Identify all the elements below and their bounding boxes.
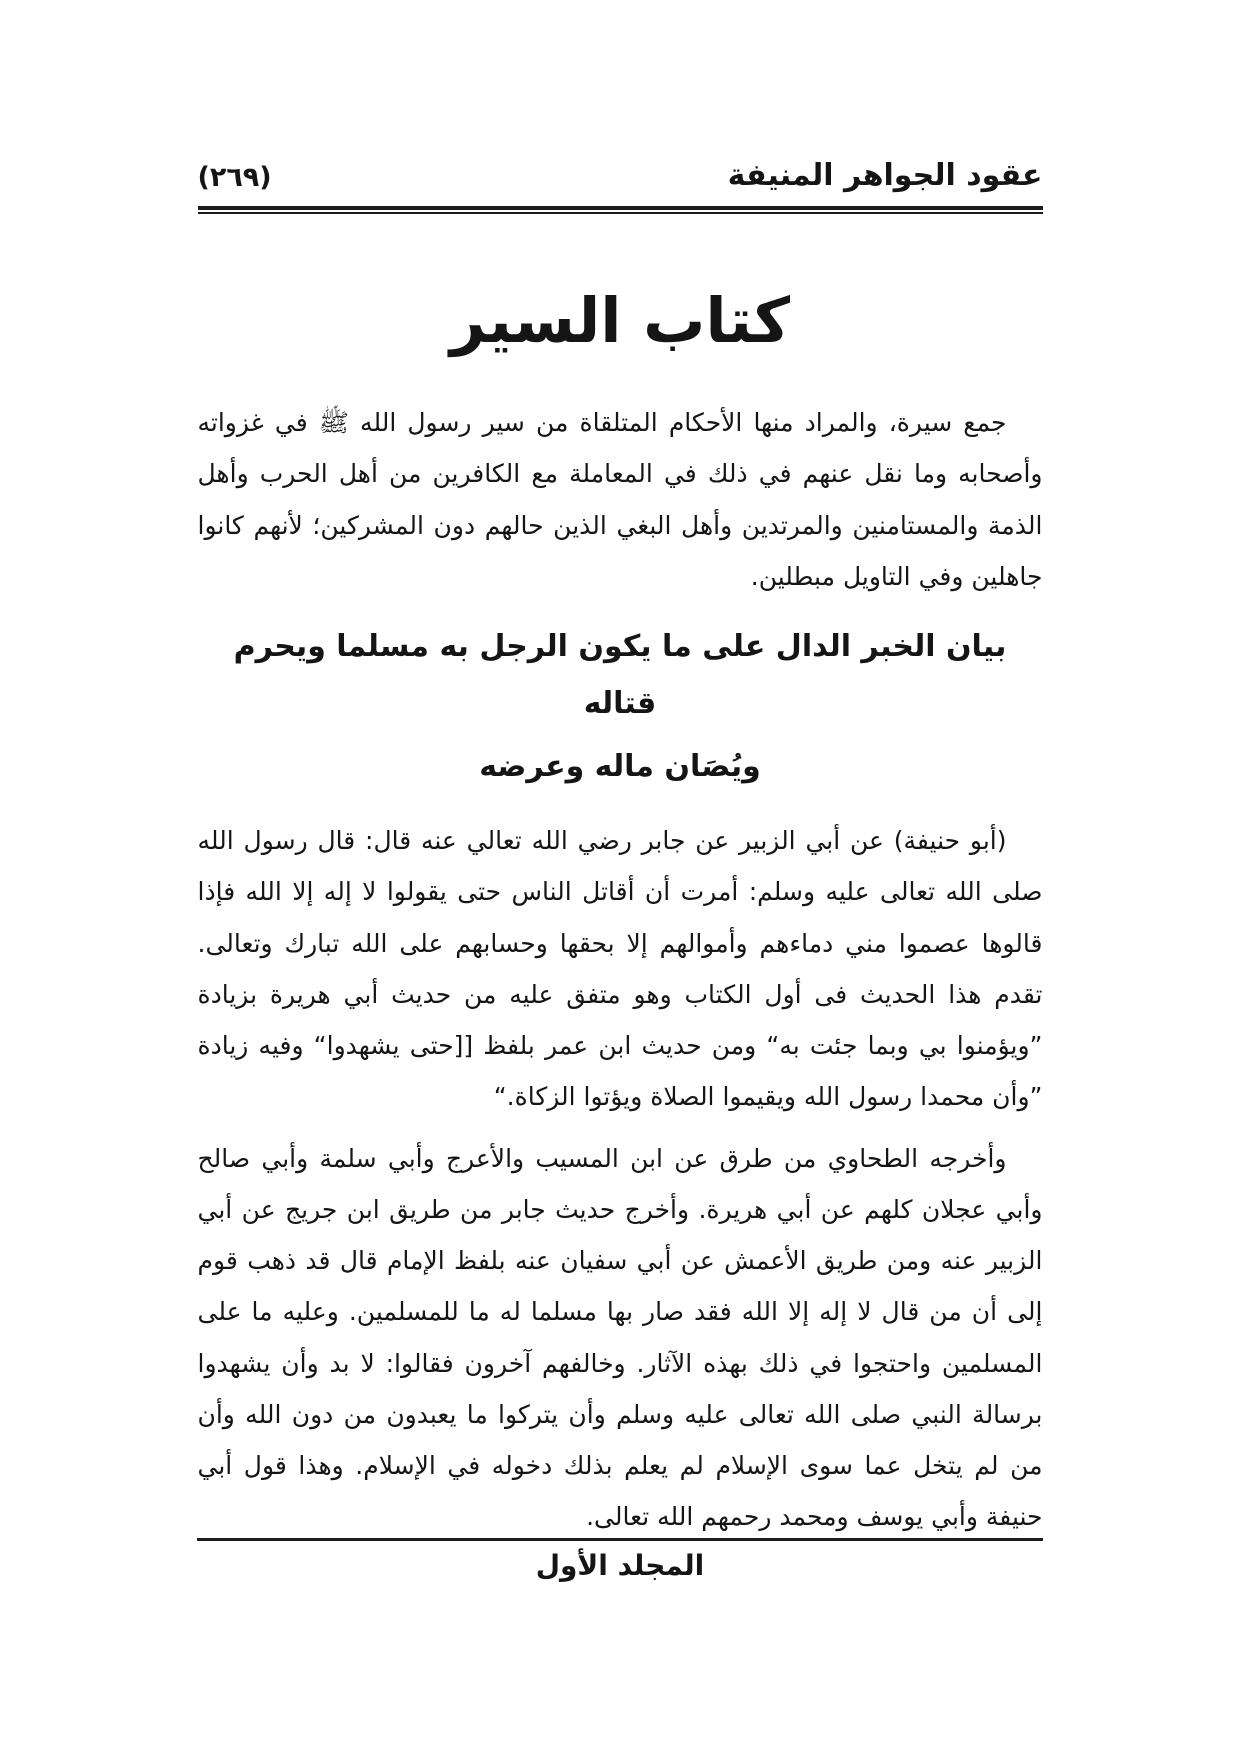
page-header <box>198 158 1043 193</box>
footer-divider-rule <box>197 1538 1043 1541</box>
intro-paragraph: جمع سيرة، والمراد منها الأحكام المتلقاة من سير رسول الله ﷺ في غزواته وأصحابه وما نقل عنهم في ذلك في المعاملة مع الكافرين من أهل الحرب وأهل الذمة والمستامنين والمرتدين وأهل البغي الذين حالهم دون المشركين؛ لأنهم كانوا جاهلين وفي التاويل مبطلين. <box>197 408 1043 591</box>
section-heading <box>198 618 1043 795</box>
header-divider-rule <box>198 206 1043 214</box>
running-book-title: عقود الجواهر المنيفة <box>727 158 1043 193</box>
page-content <box>198 0 1043 1543</box>
section-heading-line-2: ويُصَان ماله وعرضه <box>479 749 761 784</box>
section-heading-line-1: بيان الخبر الدال على ما يكون الرجل به مسلما ويحرم قتاله <box>233 629 1007 721</box>
volume-label: المجلد الأول <box>535 1549 705 1582</box>
chapter-title: كتاب السير <box>449 284 791 357</box>
hadith-paragraph: (أبو حنيفة) عن أبي الزبير عن جابر رضي الله تعالي عنه قال: قال رسول الله صلى الله تعالى عليه وسلم: أمرت أن أقاتل الناس حتى يقولوا لا إله إلا الله فإذا قالوها عصموا مني دماءهم وأموالهم إلا بحقها وحسابهم على الله تبارك وتعالى. تقدم هذا الحديث فى أول الكتاب وهو متفق عليه من حديث أبي هريرة بزيادة ”ويؤمنوا بي وبما جئت به“ ومن حديث ابن عمر بلفظ [[حتى يشهدوا“ وفيه زيادة ”وأن محمدا رسول الله ويقيموا الصلاة ويؤتوا الزكاة.“ <box>197 826 1043 1112</box>
takhrij-paragraph: وأخرجه الطحاوي من طرق عن ابن المسيب والأعرج وأبي سلمة وأبي صالح وأبي عجلان كلهم عن أبي هريرة. وأخرج حديث جابر من طريق ابن جريج عن أبي الزبير عنه ومن طريق الأعمش عن أبي سفيان عنه بلفظ الإمام قال قد ذهب قوم إلى أن من قال لا إله إلا الله فقد صار بها مسلما له ما للمسلمين. وعليه ما على المسلمين واحتجوا في ذلك بهذه الآثار. وخالفهم آخرون فقالوا: لا بد وأن يشهدوا برسالة النبي صلى الله تعالى عليه وسلم وأن يتركوا ما يعبدون من دون الله وأن من لم يتخل عما سوى الإسلام لم يعلم بذلك دخوله في الإسلام. وهذا قول أبي حنيفة وأبي يوسف ومحمد رحمهم الله تعالى. <box>197 1143 1043 1532</box>
page-footer <box>197 1538 1043 1582</box>
page-number: (٢٦٩) <box>197 162 272 193</box>
